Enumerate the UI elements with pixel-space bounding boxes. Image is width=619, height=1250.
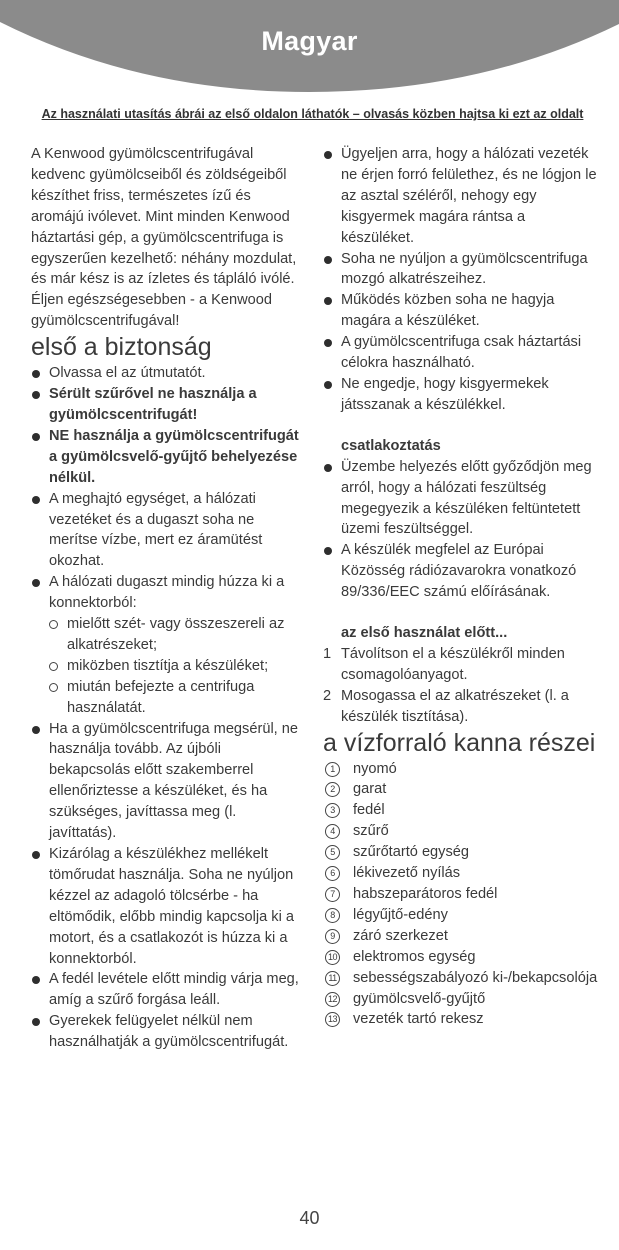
part-item xyxy=(323,905,598,926)
part-item xyxy=(323,926,598,947)
part-item xyxy=(323,968,598,989)
safety-list xyxy=(31,363,303,1053)
part-label: fedél xyxy=(353,802,385,819)
part-label: záró szerkezet xyxy=(353,927,448,944)
list-item: A gyümölcscentrifuga csak háztartási célokra használható. xyxy=(323,332,598,374)
sub-item: mielőtt szét- vagy összeszereli az alkatrészeket; xyxy=(49,614,303,656)
list-item-text: A hálózati dugaszt mindig húzza ki a konnektorból: xyxy=(49,574,285,612)
list-item: Ne engedje, hogy kisgyermekek játsszanak a készülékkel. xyxy=(323,374,598,416)
part-label: lékivezető nyílás xyxy=(353,865,461,882)
part-label: garat xyxy=(353,781,387,798)
part-label: nyomó xyxy=(353,760,397,777)
part-label: sebességszabályozó ki-/bekapcsolója xyxy=(353,969,598,986)
list-item: Sérült szűrővel ne használja a gyümölcscentrifugát! xyxy=(31,384,303,426)
intro-paragraph: A Kenwood gyümölcscentrifugával kedvenc gyümölcseiből és zöldségeiből készíthet friss, természetes ízű és aromájú ivólevet. Mint minden Kenwood háztartási gép, a gyümölcscentrifuga is egyszerűen kezelhető: néhány mozdulat, és már kész is az ízletes és tápláló ivólé. Éljen egészségesebben - a Kenwood gyümölcscentrifugával! xyxy=(31,146,297,330)
page-number: 40 xyxy=(299,1208,320,1228)
part-number: 4 xyxy=(325,824,340,839)
part-label: légyűjtő-edény xyxy=(353,906,448,923)
part-item xyxy=(323,759,598,780)
step-number: 1 xyxy=(323,645,332,662)
part-number: 9 xyxy=(325,929,340,944)
part-label: szűrőtartó egység xyxy=(353,844,470,861)
part-label: vezeték tartó rekesz xyxy=(353,1011,484,1028)
left-column xyxy=(31,144,303,1053)
part-item xyxy=(323,884,598,905)
list-item: Ha a gyümölcscentrifuga megsérül, ne használja tovább. Az újbóli bekapcsolás előtt szakemberrel ellenőriztesse a készüléket, és ha szükséges, javíttassa meg (l. javíttatás). xyxy=(31,719,303,844)
part-number: 5 xyxy=(325,845,340,860)
list-item xyxy=(31,572,303,718)
part-item xyxy=(323,863,598,884)
part-item xyxy=(323,800,598,821)
list-item: Üzembe helyezés előtt győződjön meg arról, hogy a hálózati feszültség megegyezik a készüléken feltüntetett üzemi feszültséggel. xyxy=(323,457,598,541)
step-item xyxy=(323,686,598,728)
part-item xyxy=(323,779,598,800)
part-number: 6 xyxy=(325,866,340,881)
part-number: 8 xyxy=(325,908,340,923)
safety-heading: első a biztonság xyxy=(31,333,212,362)
part-number: 12 xyxy=(325,992,340,1007)
list-item: A készülék megfelel az Európai Közösség rádiózavarokra vonatkozó 89/336/EEC számú előírásának. xyxy=(323,540,598,603)
language-title: Magyar xyxy=(261,26,358,56)
part-number: 10 xyxy=(325,950,340,965)
part-number: 3 xyxy=(325,803,340,818)
part-item xyxy=(323,821,598,842)
first-use-steps xyxy=(323,644,598,728)
step-item xyxy=(323,644,598,686)
part-label: szűrő xyxy=(353,823,389,840)
part-item xyxy=(323,947,598,968)
fold-out-notice: Az használati utasítás ábrái az első oldalon láthatók – olvasás közben hajtsa ki ezt az oldalt xyxy=(41,107,584,121)
part-number: 1 xyxy=(325,762,340,777)
list-item: NE használja a gyümölcscentrifugát a gyümölcsvelő-gyűjtő behelyezése nélkül. xyxy=(31,426,303,489)
part-label: habszeparátoros fedél xyxy=(353,886,498,902)
list-item: Olvassa el az útmutatót. xyxy=(31,363,303,384)
step-number: 2 xyxy=(323,687,332,704)
part-item xyxy=(323,1009,598,1030)
list-item: Gyerekek felügyelet nélkül nem használhatják a gyümölcscentrifugát. xyxy=(31,1011,303,1053)
list-item: Kizárólag a készülékhez mellékelt tömőrudat használja. Soha ne nyúljon kézzel az adagoló tölcsérbe - ha eltömődik, előbb mindig kapcsolja ki a motort, és a csatlakozót is húzza ki a konnektorból. xyxy=(31,844,303,969)
connection-heading: csatlakoztatás xyxy=(341,437,441,454)
part-number: 2 xyxy=(325,782,340,797)
list-item: A meghajtó egységet, a hálózati vezetéket és a dugaszt soha ne merítse vízbe, mert ez áramütést okozhat. xyxy=(31,489,303,573)
list-item: Soha ne nyúljon a gyümölcscentrifuga mozgó alkatrészeihez. xyxy=(323,249,598,291)
part-label: elektromos egység xyxy=(353,948,476,965)
page-header xyxy=(0,0,619,98)
parts-list xyxy=(323,759,598,1031)
parts-heading: a vízforraló kanna részei xyxy=(323,728,596,757)
part-item xyxy=(323,989,598,1010)
sub-item: miután befejezte a centrifuga használatát. xyxy=(49,677,303,719)
step-text: Távolítson el a készülékről minden csomagolóanyagot. xyxy=(341,645,565,683)
list-item: Működés közben soha ne hagyja magára a készüléket. xyxy=(323,290,598,332)
part-number: 13 xyxy=(325,1012,340,1027)
right-column xyxy=(323,144,598,1030)
part-item xyxy=(323,842,598,863)
first-use-heading: az első használat előtt... xyxy=(341,625,508,642)
unplug-sublist xyxy=(49,614,303,719)
list-item: A fedél levétele előtt mindig várja meg, amíg a szűrő forgása leáll. xyxy=(31,969,303,1011)
safety-list-continued xyxy=(323,144,598,416)
part-number: 7 xyxy=(325,887,340,902)
sub-item: miközben tisztítja a készüléket; xyxy=(49,656,303,677)
connection-list xyxy=(323,457,598,603)
part-label: gyümölcsvelő-gyűjtő xyxy=(353,990,486,1007)
part-number: 11 xyxy=(325,971,340,986)
list-item: Ügyeljen arra, hogy a hálózati vezeték ne érjen forró felülethez, és ne lógjon le az asztal széléről, nehogy egy kisgyermek magára rántsa a készüléket. xyxy=(323,144,598,249)
step-text: Mosogassa el az alkatrészeket (l. a készülék tisztítása). xyxy=(341,687,569,725)
